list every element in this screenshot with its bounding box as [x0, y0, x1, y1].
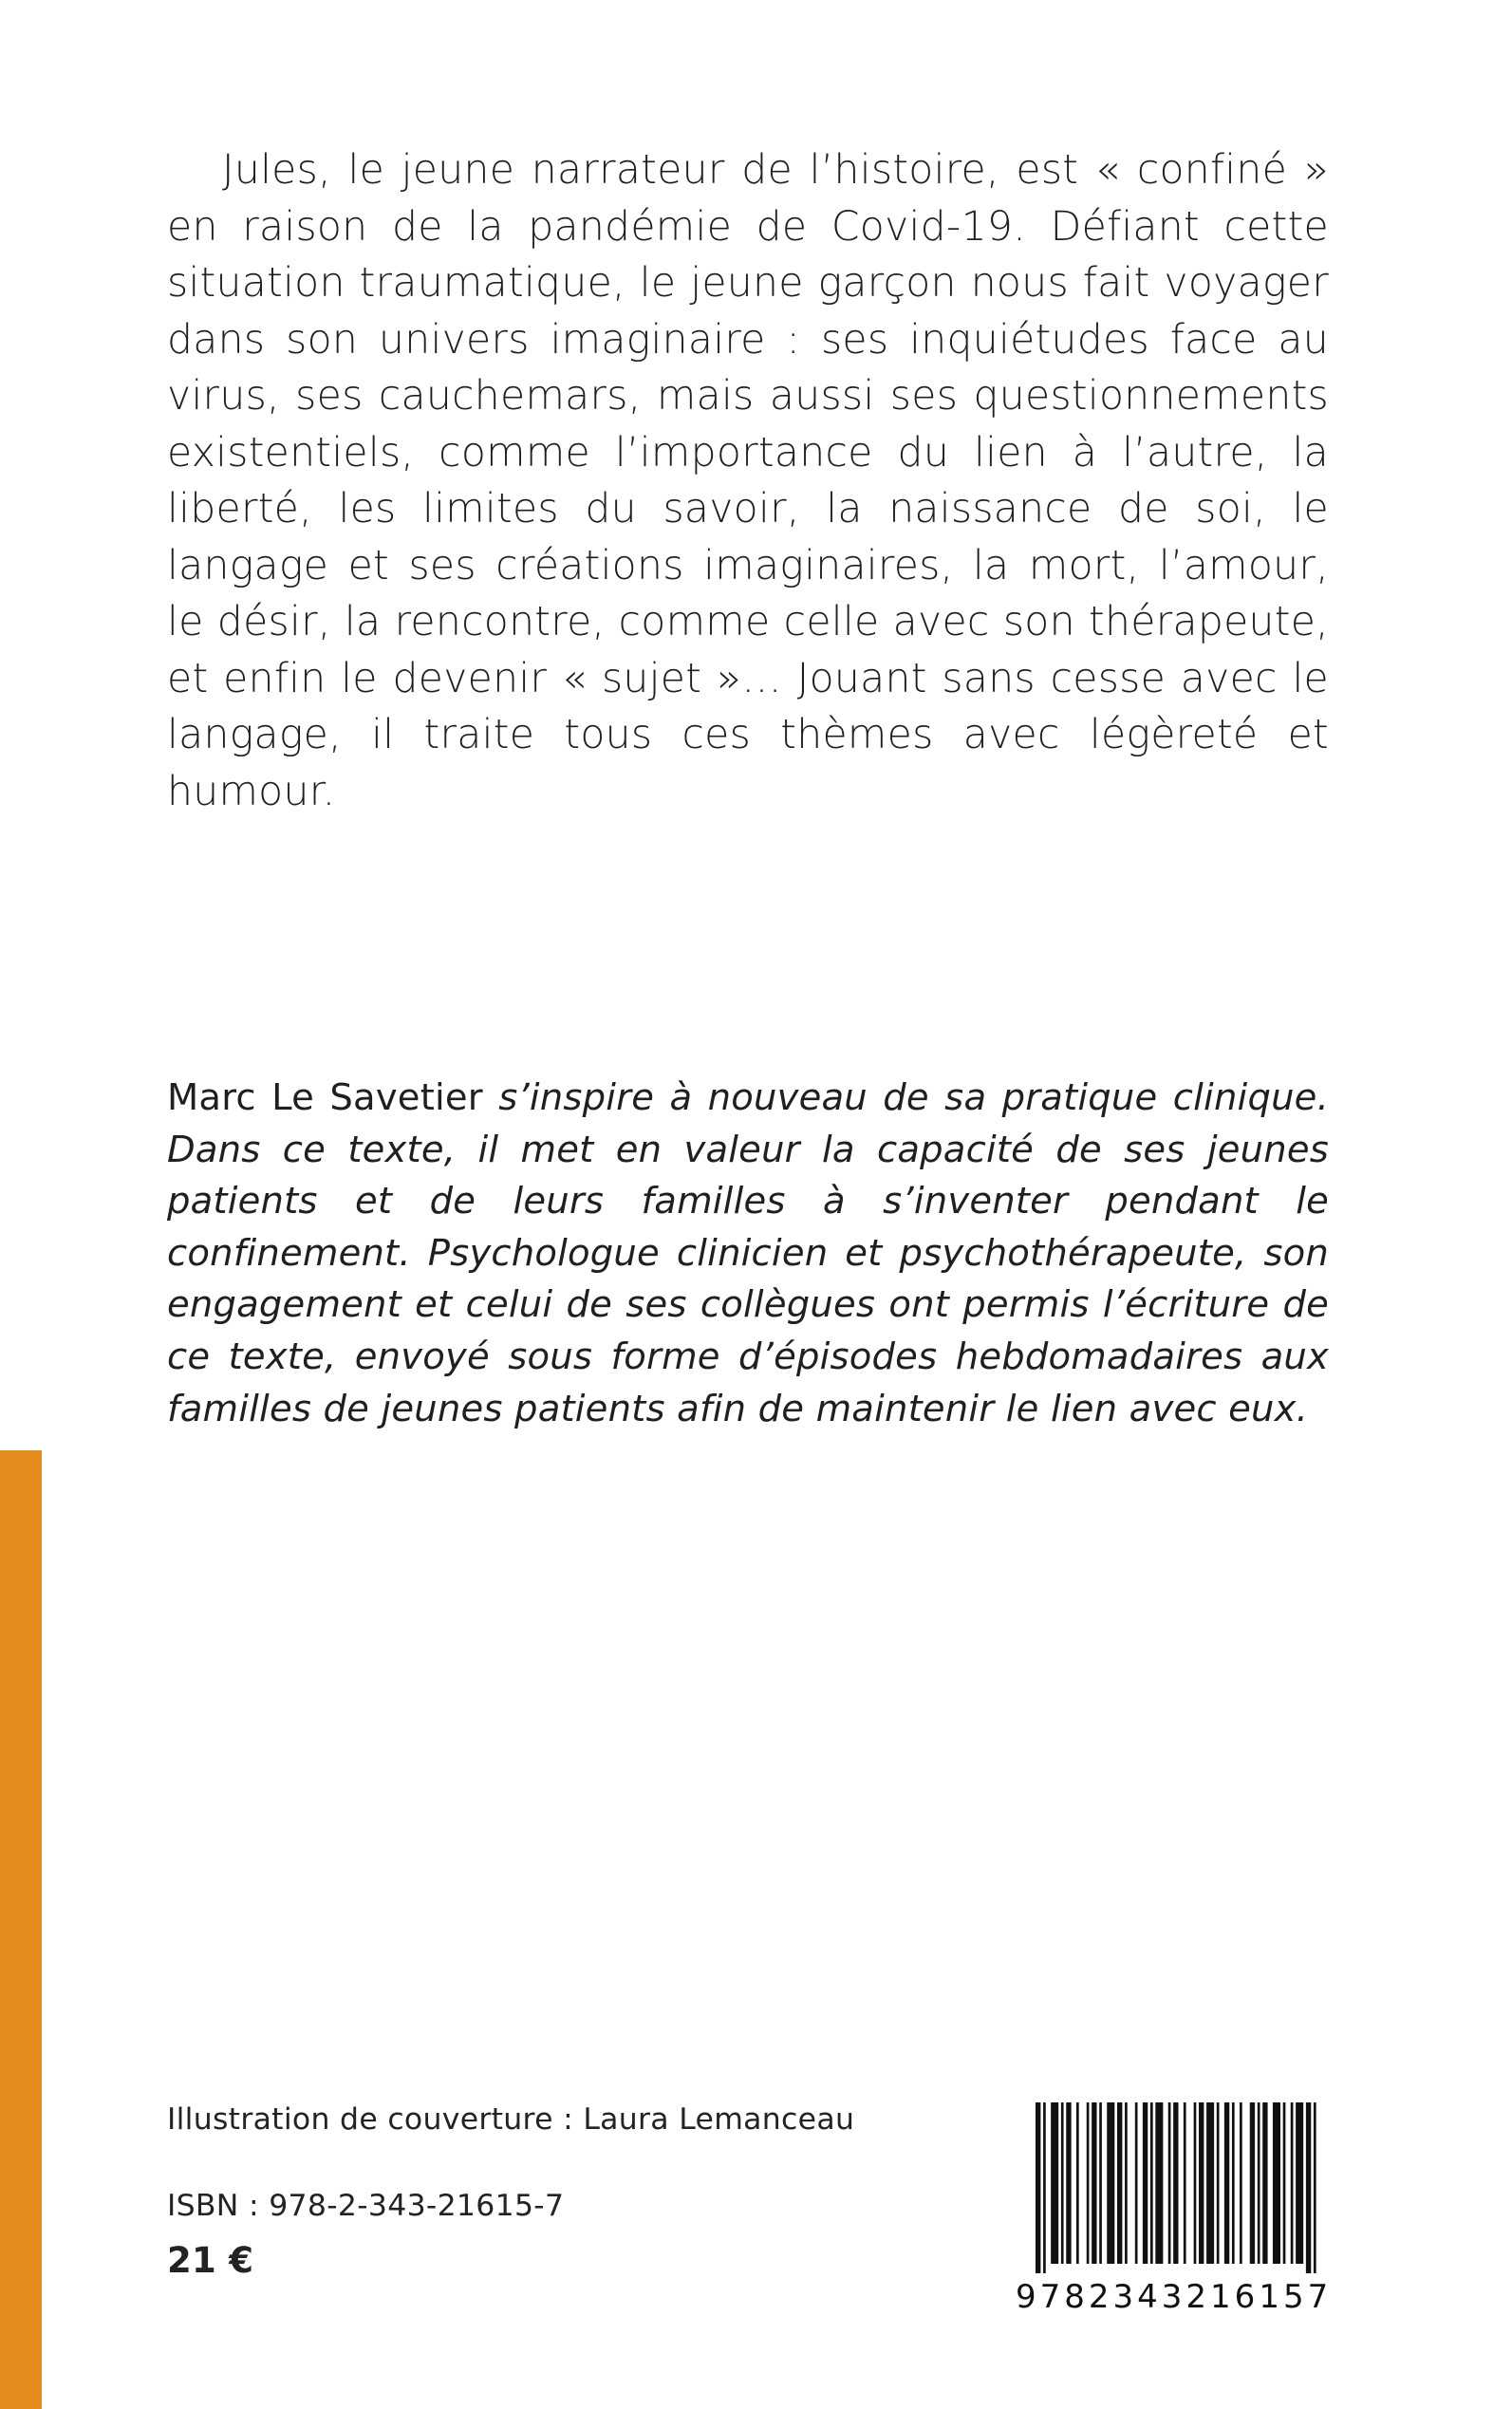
- author-bio-paragraph: [167, 1073, 1329, 1435]
- orange-spine-bar: [0, 1450, 42, 2409]
- author-bio-text: s’inspire à nouveau de sa pratique clinique. Dans ce texte, il met en valeur la capacité de ses jeunes patients et de leurs familles à s’inventer pendant le confinement. Psychologue clinicien et psychothérapeute, son engagement et celui de ses collègues ont permis l’écriture de ce texte, envoyé sous forme d’épisodes hebdomadaires aux familles de jeunes patients afin de maintenir le lien avec eux.: [167, 1076, 1330, 1430]
- synopsis-block: [167, 142, 1329, 820]
- barcode-icon: [1036, 2102, 1321, 2273]
- isbn-number: ISBN : 978-2-343-21615-7: [167, 2189, 565, 2223]
- cover-illustration-credit: Illustration de couverture : Laura Lemanceau: [167, 2102, 855, 2137]
- synopsis-text: Jules, le jeune narrateur de l’histoire, est « confiné » en raison de la pandémie de Covid-19. Défiant cette situation traumatique, le jeune garçon nous fait voyager dans son univers imaginaire : ses inquiétudes face au virus, ses cauchemars, mais aussi ses questionnements existentiels, comme l’importance du lien à l’autre, la liberté, les limites du savoir, la naissance de soi, le langage et ses créations imaginaires, la mort, l’amour, le désir, la rencontre, comme celle avec son thérapeute, et enfin le devenir « sujet »… Jouant sans cesse avec le langage, il traite tous ces thèmes avec légèreté et humour.: [167, 147, 1329, 815]
- barcode-digits: 9782343216157: [1016, 2278, 1333, 2316]
- price-label: 21 €: [167, 2240, 254, 2281]
- author-bio-block: [167, 1073, 1329, 1435]
- author-name: Marc Le Savetier: [167, 1076, 483, 1119]
